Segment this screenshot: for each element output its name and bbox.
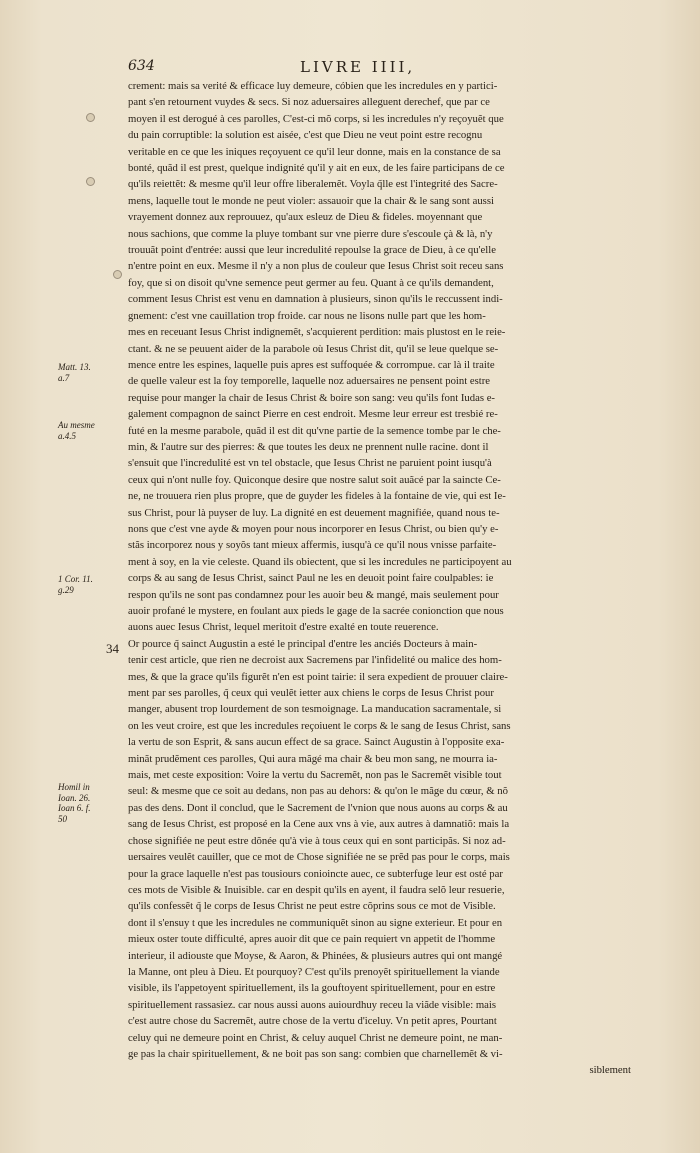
margin-note: Matt. 13. a.7	[58, 362, 91, 383]
text-line: ceux qui n'ont nulle foy. Quiconque desire que nostre salut soit auãcé par la saincte Ce-	[128, 473, 501, 486]
text-line: nous sachions, que comme la pluye tombant sur vne pierre dure s'escoule çà & là, n'y	[128, 227, 493, 240]
text-line: corps & au sang de Iesus Christ, sainct Paul ne les en deuoit point faire coulpables: ie	[128, 572, 494, 585]
text-line: veritable en ce que les iniques reçoyuent ce qu'il leur donne, mais en la constance de sa	[128, 145, 501, 158]
text-line: mens, laquelle tout le monde ne peut violer: assauoir que la chair & le sang sont aussi	[128, 194, 494, 207]
text-line: la Manne, ont pleu à Dieu. Et pourquoy? C'est qu'ils prenoyẽt spirituellement la viande	[128, 965, 500, 978]
text-line: mes en receuant Iesus Christ indignemẽt, s'acquierent perdition: mais plustost en le reie-	[128, 326, 506, 339]
text-line: tenir cest article, que rien ne decroist aux Sacremens par l'infidelité ou malice des hom-	[128, 654, 502, 667]
text-line: moyen il est derogué à ces parolles, C'est-ci mõ corps, si les incredules n'y reçoyuẽt que	[128, 112, 504, 125]
binding-hole	[86, 113, 95, 122]
text-line: min, & l'autre sur des pierres: & que toutes les deux ne prennent nulle racine. dont il	[128, 440, 489, 453]
text-line: pas des dens. Dont il conclud, que le Sacrement de l'vnion que nous auons au corps & au	[128, 801, 508, 814]
text-line: ment à soy, en la vie celeste. Quand ils obiectent, que si les incredules ne participoyent au	[128, 555, 512, 568]
text-line: visible, ils l'appetoyent spirituellement, ils la gouftoyent spirituellement, pour en estre	[128, 982, 496, 995]
text-line: celuy qui ne demeure point en Christ, & celuy auquel Christ ne demeure point, ne man-	[128, 1031, 503, 1044]
text-line: Or pource q̃ sainct Augustin a esté le principal d'entre les anciés Docteurs à main-	[128, 637, 478, 650]
text-line: mence entre les espines, laquelle puis apres est suffoquée & corrompue. car là il traite	[128, 358, 495, 371]
text-line: pour la grace laquelle n'est pas tousiours conioincte auec, ce subterfuge leur est osté par	[128, 867, 503, 880]
text-line: mieux oster toute difficulté, apres auoir dit que ce pain requiert vn appetit de l'homme	[128, 933, 496, 946]
text-line: ne, ne trouuera rien plus propre, que de guyder les fideles à la fontaine de vie, qui est Ie-	[128, 490, 506, 503]
text-line: du pain corruptible: la solution est aisée, c'est que Dieu ne veut point estre recognu	[128, 129, 483, 142]
text-line: ctant. & ne se peuuent aider de la parabole où Iesus Christ dit, qu'il se leue quelque se-	[128, 342, 499, 355]
running-title: LIVRE IIII,	[300, 58, 416, 76]
margin-note: 1 Cor. 11. g.29	[58, 574, 93, 595]
text-line: manger, abusent trop lourdement de son tesmoignage. La manducation sacramentale, si	[128, 703, 502, 716]
binding-hole	[86, 177, 95, 186]
text-line: la vertu de son Esprit, & sans aucun effect de sa grace. Sainct Augustin à l'opposite exa-	[128, 736, 505, 749]
text-line: c'est autre chose du Sacremẽt, autre chose de la vertu d'iceluy. Vn petit apres, Pourtant	[128, 1015, 497, 1028]
text-line: interieur, il adiouste que Moyse, & Aaron, & Phinées, & plusieurs autres qui ont mangé	[128, 949, 503, 962]
text-line: qu'ils confessẽt q̃ le corps de Iesus Christ ne peut estre cõprins sous ce mot de Visible.	[128, 900, 496, 913]
margin-note: Homil in Ioan. 26. Ioan 6. f. 50	[58, 782, 91, 824]
text-line: auons auec Iesus Christ, lequel meritoit d'estre exalté en toute reuerence.	[128, 621, 439, 634]
text-line: dont il s'ensuy t que les incredules ne communiquẽt sinon au signe exterieur. Et pour en	[128, 916, 503, 929]
text-line: pant s'en retournent vuydes & secs. Si noz aduersaires alleguent derechef, que par ce	[128, 96, 490, 109]
text-line: de quelle valeur est la foy temporelle, laquelle noz aduersaires ne pensent point estre	[128, 375, 491, 388]
binding-hole	[113, 270, 122, 279]
page-number: 634	[128, 58, 155, 74]
text-line: uersaires veulẽt cauiller, que ce mot de Chose signifiée ne se prẽd pas pour le corps, mais	[128, 851, 510, 864]
text-line: seul: & mesme que ce soit au dedans, non pas au dehors: & qu'on le mãge du cœur, & nõ	[128, 785, 508, 798]
text-line: trouuãt point d'entrée: aussi que leur incredulité repoulse la grace de Dieu, à ce qu'elle	[128, 244, 496, 257]
text-line: crement: mais sa verité & efficace luy demeure, cóbien que les incredules en y partici-	[128, 80, 498, 92]
text-line: spirituellement rassasiez. car nous aussi auons auiourdhuy receu la viãde visible: mais	[128, 998, 497, 1011]
text-line: futé en la mesme parabole, quãd il est dit qu'vne partie de la semence tombe par le che-	[128, 424, 501, 437]
text-line: n'entre point en eux. Mesme il n'y a non plus de couleur que Iesus Christ soit receu sans	[128, 260, 504, 273]
text-line: on les veut croire, est que les incredules reçoiuent le corps & le sang de Iesus Christ, sans	[128, 719, 511, 732]
text-line: ment par ses parolles, q̃ ceux qui veulẽt ietter aux chiens le corps de Iesus Christ pour	[128, 687, 494, 700]
text-line: galement compagnon de sainct Pierre en cest endroit. Mesme leur erreur est tresbié re-	[128, 408, 498, 421]
text-line: s'ensuit que l'incredulité est vn tel obstacle, que Iesus Christ ne paruient point iusqu'à	[128, 457, 492, 470]
text-line: vrayement donnez aux reprouuez, qu'aux esleuz de Dieu & fideles. moyennant que	[128, 211, 483, 224]
text-line: ces mots de Visible & Inuisible. car en despit qu'ils en ayent, il faudra selõ leur resuerie,	[128, 883, 505, 896]
text-line: nons que c'est vne ayde & moyen pour nous incorporer en Iesus Christ, ou bien qu'y e-	[128, 522, 499, 535]
text-line: respon qu'ils ne sont pas condamnez pour les auoir beu & mangé, mais seulement pour	[128, 588, 499, 601]
text-line: foy, que si on disoit qu'vne semence peut germer au feu. Quant à ce qu'ils demandent,	[128, 276, 494, 289]
text-line: sang de Iesus Christ, est proposé en la Cene aux vns à vie, aux autres à damnatiõ: mais la	[128, 818, 510, 831]
text-line: mais, met ceste exposition: Voire la vertu du Sacremẽt, non pas le Sacremẽt visible tout	[128, 769, 502, 782]
text-line: chose signifiée ne peut estre dõnée qu'à vie à tous ceux qui en sont participãs. Si noz ad-	[128, 834, 506, 847]
text-line: siblement	[589, 1064, 631, 1077]
text-line: qu'ils reiettẽt: & mesme qu'il leur offre liberalemẽt. Voyla q̃lle est l'integrité des Sacre-	[128, 178, 498, 191]
section-number: 34	[106, 641, 119, 656]
text-line: ge pas la chair spirituellement, & ne boit pas son sang: combien que charnellemẽt & vi-	[128, 1047, 503, 1060]
text-line: mes, & que la grace qu'ils figurẽt n'en est point tairie: il sera expedient de prouuer claire-	[128, 670, 508, 683]
margin-note: Au mesme a.4.5	[58, 420, 95, 441]
text-line: stãs incorporez nous y soyõs tant mieux affermis, iusqu'à ce qu'il nous vnisse parfaite-	[128, 539, 497, 552]
text-line: sus Christ, pour là puyser de luy. La dignité en est deuement magnifiée, quand nous te-	[128, 506, 500, 519]
text-line: minãt prudẽment ces parolles, Qui aura mãgé ma chair & beu mon sang, ne mourra ia-	[128, 752, 498, 765]
text-line: gnement: c'est vne cauillation trop froide. car nous ne lisons nulle part que les hom-	[128, 309, 486, 322]
text-line: comment Iesus Christ est venu en damnation à plusieurs, sinon qu'ils le reccussent indi-	[128, 293, 503, 306]
text-line: bonté, quãd il est prest, quelque indignité qu'il y ait en eux, de les faire participans de ce	[128, 162, 505, 175]
text-line: requise pour manger la chair de Iesus Christ & boire son sang: veu qu'ils font Iudas e-	[128, 391, 495, 404]
body-text	[128, 78, 631, 1079]
text-line: auoir profané le mystere, en foulant aux pieds le gage de la sacrée conionction que nous	[128, 605, 504, 617]
